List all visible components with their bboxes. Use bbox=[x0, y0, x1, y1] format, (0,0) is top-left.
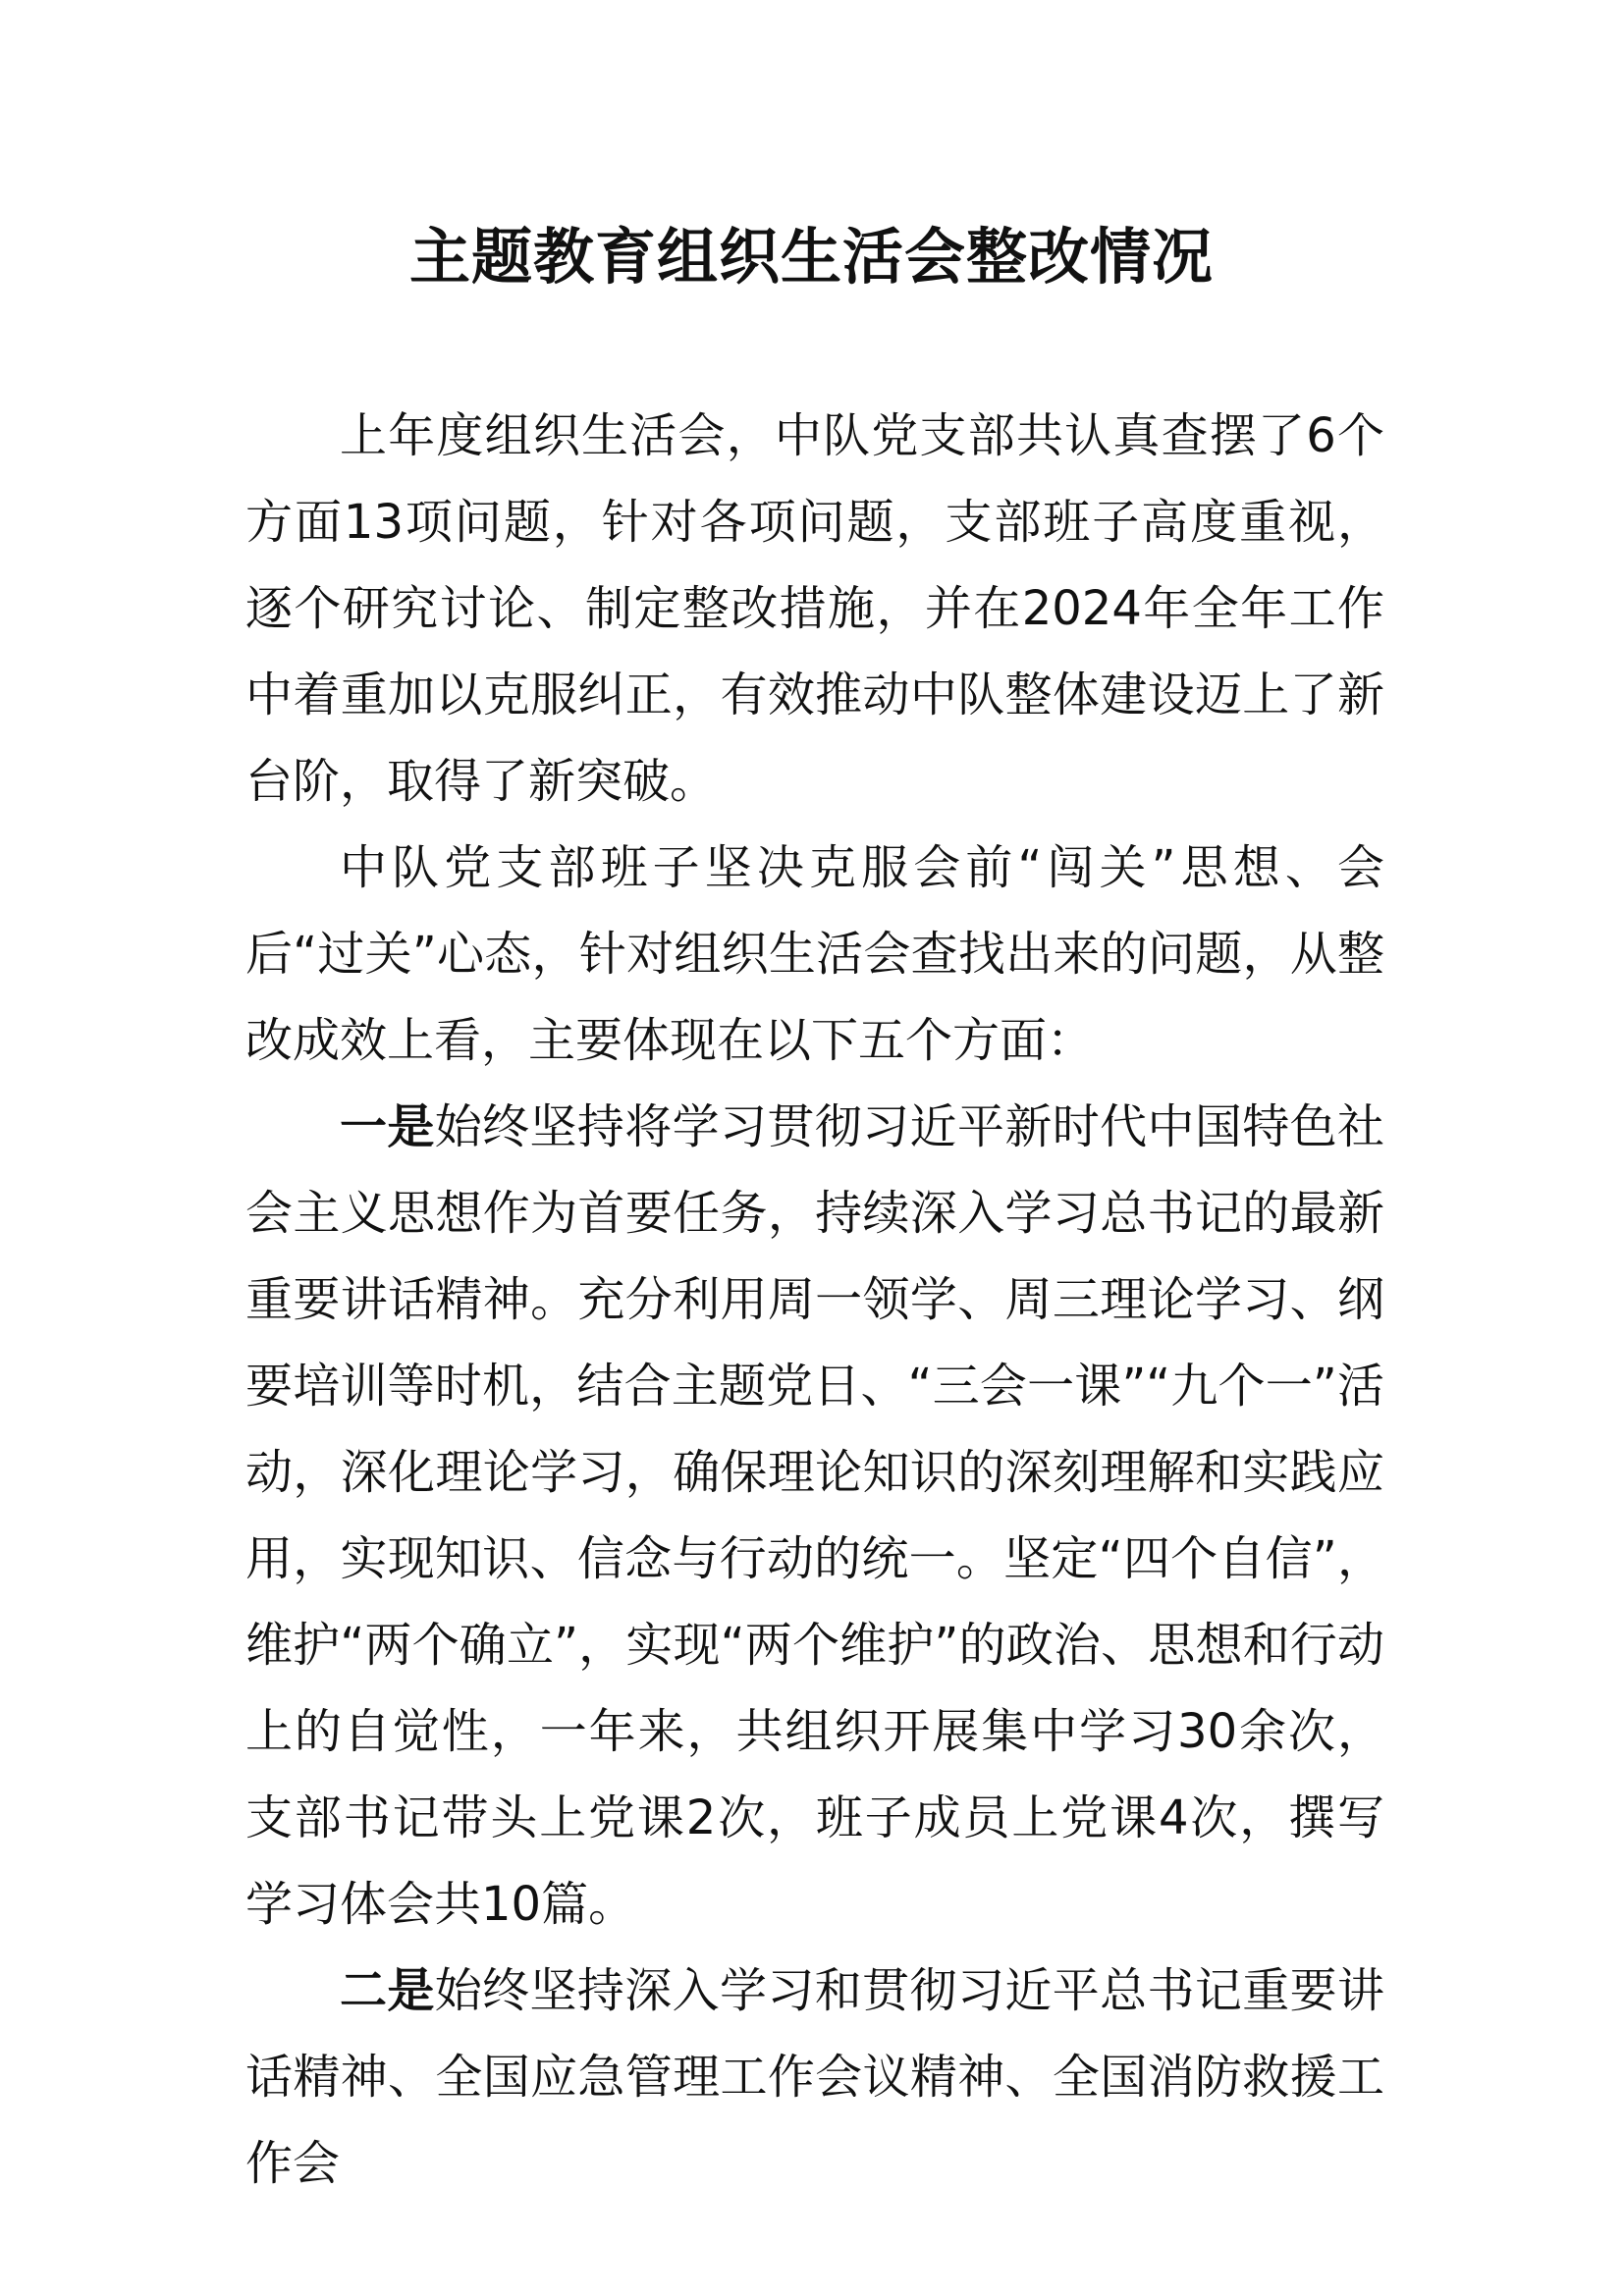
paragraph-point-two bbox=[245, 1948, 1384, 2207]
paragraph-intro bbox=[245, 393, 1384, 825]
document-title: 主题教育组织生活会整改情况 bbox=[408, 221, 1214, 293]
document-body bbox=[245, 393, 1384, 2207]
paragraph-text: 始终坚持深入学习和贯彻习近平总书记重要讲话精神、全国应急管理工作会议精神、全国消防救援工作会 bbox=[245, 1963, 1384, 2191]
paragraph-text: 中队党支部班子坚决克服会前“闯关”思想、会后“过关”心态，针对组织生活会查找出来的问题，从整改成效上看，主要体现在以下五个方面： bbox=[245, 840, 1384, 1068]
paragraph-overview bbox=[245, 825, 1384, 1084]
paragraph-lead: 二是 bbox=[340, 1963, 435, 2018]
paragraph-text: 上年度组织生活会，中队党支部共认真查摆了6个方面13项问题，针对各项问题，支部班子高度重视，逐个研究讨论、制定整改措施，并在2024年全年工作中着重加以克服纠正，有效推动中队整体建设迈上了新台阶，取得了新突破。 bbox=[245, 408, 1384, 809]
paragraph-text: 始终坚持将学习贯彻习近平新时代中国特色社会主义思想作为首要任务，持续深入学习总书记的最新重要讲话精神。充分利用周一领学、周三理论学习、纲要培训等时机，结合主题党日、“三会一课”“九个一”活动，深化理论学习，确保理论知识的深刻理解和实践应用，实现知识、信念与行动的统一。坚定“四个自信”，维护“两个确立”，实现“两个维护”的政治、思想和行动上的自觉性，一年来，共组织开展集中学习30余次，支部书记带头上党课2次，班子成员上党课4次，撰写学习体会共10篇。 bbox=[245, 1099, 1384, 1932]
paragraph-lead: 一是 bbox=[340, 1099, 435, 1154]
paragraph-point-one bbox=[245, 1084, 1384, 1948]
